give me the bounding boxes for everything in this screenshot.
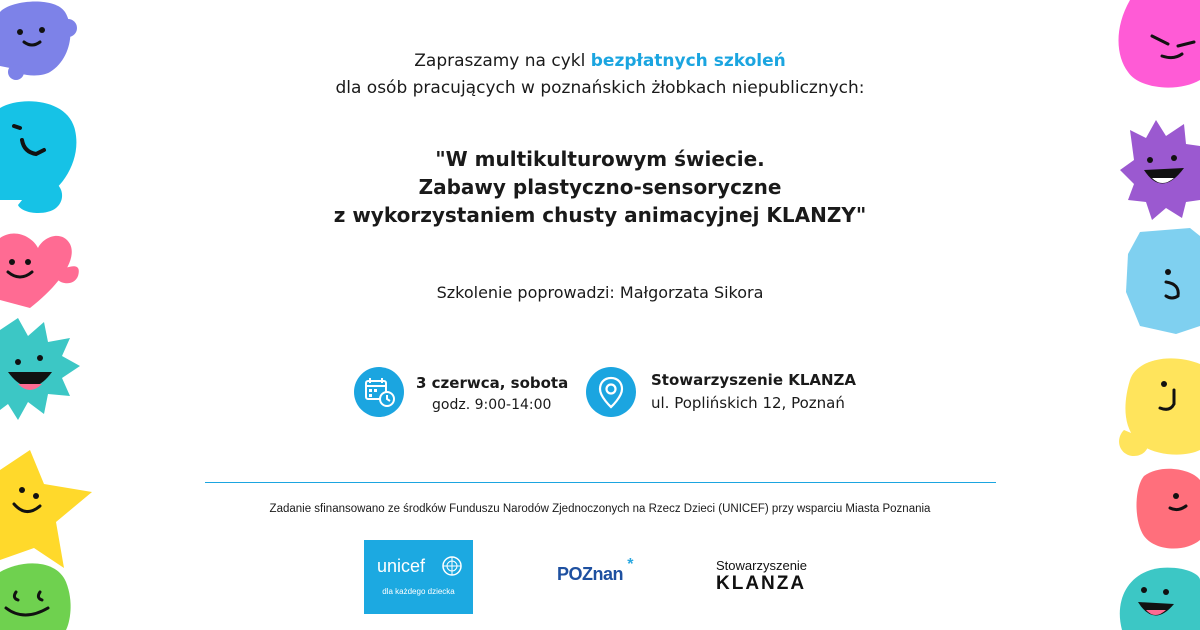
pale-yellow-blob-character [1119,358,1200,456]
funding-note: Zadanie sfinansowano ze środków Funduszu Narodów Zjednoczonych na Rzecz Dzieci (UNICEF) przy wsparciu Miasta Poznania [269,503,931,515]
klanza-line-2: KLANZA [716,573,807,594]
poznan-wordmark: POZnan [557,564,624,584]
poznan-asterisk-icon: * [627,556,634,573]
training-title [0,145,1200,229]
title-line-3: z wykorzystaniem chusty animacyjnej KLANZY" [333,203,867,227]
klanza-logo [716,558,807,595]
unicef-wordmark: unicef [377,556,426,576]
date-hours: godz. 9:00-14:00 [432,397,552,413]
light-blue-hexagon-character [1126,228,1200,334]
intro-line-2: dla osób pracujących w poznańskich żłobkach niepublicznych: [335,78,865,98]
unicef-tagline: dla każdego dziecka [382,587,455,596]
teal-round-character [1120,568,1200,630]
divider-line [205,482,996,483]
intro-text [0,48,1200,102]
date-day: 3 czerwca, sobota [416,374,569,392]
title-line-1: "W multikulturowym świecie. [435,147,765,171]
trainer-text: Szkolenie poprowadzi: Małgorzata Sikora [436,283,764,302]
intro-prefix: Zapraszamy na cykl [414,51,591,71]
unicef-logo [364,540,473,614]
title-line-2: Zabawy plastyczno-sensoryczne [418,175,782,199]
klanza-line-1: Stowarzyszenie [716,558,808,573]
unicef-emblem-icon [441,555,463,577]
place-name: Stowarzyszenie KLANZA [651,371,857,389]
place-address: ul. Poplińskich 12, Poznań [651,394,845,412]
intro-line-1 [0,48,1200,75]
intro-highlight: bezpłatnych szkoleń [590,51,786,71]
map-pin-icon [586,367,636,417]
calendar-clock-icon [354,367,404,417]
green-blob-character [0,563,71,630]
poznan-logo [557,556,634,585]
teal-star-character [0,318,80,420]
